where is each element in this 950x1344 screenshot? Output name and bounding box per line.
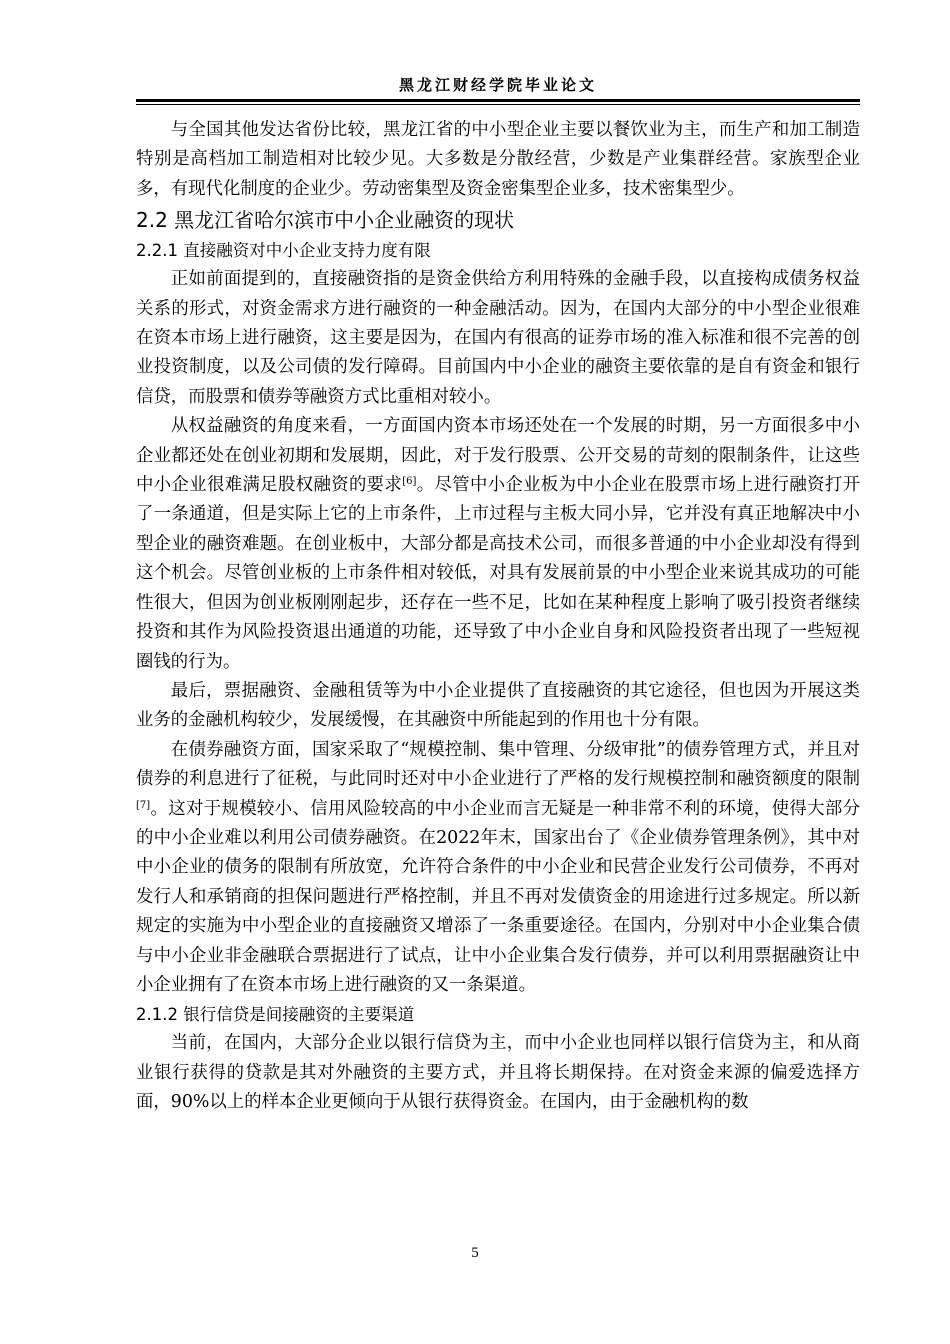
paragraph-equity-financing: [136, 412, 860, 677]
citation-ref: [7]: [136, 799, 151, 811]
subsection-heading-2-2-1: 2.2.1 直接融资对中小企业支持力度有限: [136, 241, 431, 261]
header-rule-thick: [136, 99, 860, 102]
paragraph-intro: 与全国其他发达省份比较，黑龙江省的中小型企业主要以餐饮业为主，而生产和加工制造特别是高档加工制造相对比较少见。大多数是分散经营，少数是产业集群经营。家族型企业多，有现代化制度的企业少。劳动密集型及资金密集型企业多，技术密集型少。: [136, 120, 860, 199]
paragraph-text: 。这对于规模较小、信用风险较高的中小企业而言无疑是一种非常不利的环境，使得大部分的中小企业难以利用公司债券融资。在2022年末，国家出台了《企业债券管理条例》，其中对中小企业的债务的限制有所放宽，允许符合条件的中小企业和民营企业发行公司债券，不再对发行人和承销商的担保问题进行严格控制，并且不再对发债资金的用途进行过多规定。所以新规定的实施为中小型企业的直接融资又增添了一条重要途径。在国内，分别对中小企业集合债与中小企业非金融联合票据进行了试点，让中小企业集合发行债券，并可以利用票据融资让中小企业拥有了在资本市场上进行融资的又一条渠道。: [136, 798, 860, 995]
body-text: [136, 116, 860, 1118]
paragraph-direct-financing: 正如前面提到的，直接融资指的是资金供给方利用特殊的金融手段，以直接构成债务权益关系的形式，对资金需求方进行融资的一种金融活动。因为，在国内大部分的中小型企业很难在资本市场上进行融资，这主要是因为，在国内有很高的证券市场的准入标准和很不完善的创业投资制度，以及公司债的发行障碍。目前国内中小企业的融资主要依靠的是自有资金和银行信贷，而股票和债券等融资方式比重相对较小。: [136, 269, 860, 407]
paragraph-bill-financing: 最后，票据融资、金融租赁等为中小企业提供了直接融资的其它途径，但也因为开展这类业务的金融机构较少，发展缓慢，在其融资中所能起到的作用也十分有限。: [136, 680, 860, 731]
running-header: 黑龙江财经学院毕业论文: [398, 76, 597, 94]
paragraph-text: 从权益融资的角度来看，一方面国内资本市场还处在一个发展的时期，另一方面很多中小企业都还处在创业初期和发展期，因此，对于发行股票、公开交易的苛刻的限制条件，让这些中小企业很难满足股权融资的要求: [136, 416, 860, 496]
paragraph-bond-financing: [136, 736, 860, 1001]
header-rule-thin: [136, 104, 860, 105]
section-heading-2-2: 2.2 黑龙江省哈尔滨市中小企业融资的现状: [136, 208, 515, 233]
subsection-heading-2-1-2: 2.1.2 银行信贷是间接融资的主要渠道: [136, 1005, 415, 1025]
paragraph-text: 。尽管中小企业板为中小企业在股票市场上进行融资打开了一条通道，但是实际上它的上市条件，上市过程与主板大同小异，它并没有真正地解决中小型企业的融资难题。在创业板中，大部分都是高技术公司，而很多普通的中小企业却没有得到这个机会。尽管创业板的上市条件相对较低，对具有发展前景的中小型企业来说其成功的可能性很大，但因为创业板刚刚起步，还存在一些不足，比如在某种程度上影响了吸引投资者继续投资和其作为风险投资退出通道的功能，还导致了中小企业自身和风险投资者出现了一些短视圈钱的行为。: [136, 475, 860, 672]
page-number: 5: [471, 1245, 479, 1261]
paragraph-bank-credit: 当前，在国内，大部分企业以银行信贷为主，而中小企业也同样以银行信贷为主，和从商业银行获得的贷款是其对外融资的主要方式，并且将长期保持。在对资金来源的偏爱选择方面，90%以上的样本企业更倾向于从银行获得资金。在国内，由于金融机构的数: [136, 1033, 860, 1113]
paragraph-text: 在债券融资方面，国家采取了“规模控制、集中管理、分级审批”的债券管理方式，并且对债券的利息进行了征税，与此同时还对中小企业进行了严格的发行规模控制和融资额度的限制: [136, 739, 860, 790]
citation-ref: [6]: [402, 476, 417, 488]
